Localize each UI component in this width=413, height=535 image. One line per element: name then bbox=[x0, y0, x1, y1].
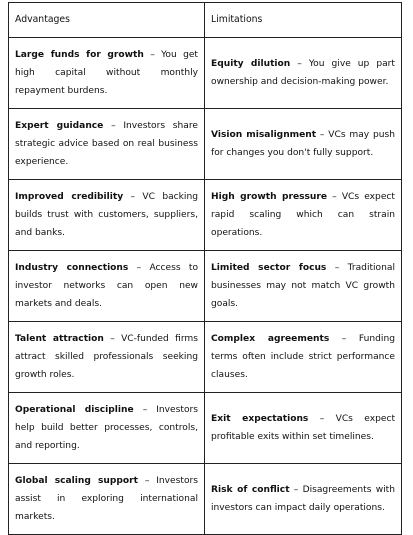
limitation-title: Complex agreements bbox=[211, 334, 330, 344]
header-row bbox=[9, 3, 402, 38]
advantage-text: – Investors help build better processes, controls, and reporting. bbox=[15, 405, 198, 451]
advantage-text: – Access to investor networks can open new markets and deals. bbox=[15, 263, 199, 309]
limitation-text: – VCs may push for changes you don't fully support. bbox=[211, 130, 395, 158]
limitation-title: High growth pressure bbox=[211, 192, 328, 202]
limitation-cell bbox=[205, 393, 402, 464]
comparison-table bbox=[8, 2, 402, 535]
limitation-text: – Funding terms often include strict performance clauses. bbox=[211, 334, 395, 380]
advantage-text: – Investors share strategic advice based on real business experience. bbox=[15, 121, 199, 167]
advantage-title: Expert guidance bbox=[15, 121, 104, 131]
limitation-text: – You give up part ownership and decision-making power. bbox=[211, 59, 395, 87]
table-row bbox=[9, 322, 402, 393]
advantage-cell bbox=[9, 109, 205, 180]
limitation-text: – Disagreements with investors can impact daily operations. bbox=[211, 485, 395, 513]
advantage-cell bbox=[9, 464, 205, 535]
header-advantages: Advantages bbox=[9, 3, 205, 38]
advantage-title: Large funds for growth bbox=[15, 50, 144, 60]
limitation-cell bbox=[205, 322, 402, 393]
header-limitations: Limitations bbox=[205, 3, 402, 38]
advantage-cell bbox=[9, 393, 205, 464]
limitation-text: – VCs expect rapid scaling which can strain operations. bbox=[211, 192, 395, 238]
table-body bbox=[9, 38, 402, 535]
limitation-cell bbox=[205, 464, 402, 535]
table-row bbox=[9, 464, 402, 535]
limitation-title: Risk of conflict bbox=[211, 485, 290, 495]
table-header bbox=[9, 3, 402, 38]
advantage-cell bbox=[9, 180, 205, 251]
limitation-cell bbox=[205, 109, 402, 180]
advantage-text: – You get high capital without monthly repayment burdens. bbox=[15, 50, 198, 96]
advantage-title: Global scaling support bbox=[15, 476, 138, 486]
table-row bbox=[9, 109, 402, 180]
limitation-cell bbox=[205, 38, 402, 109]
table-row bbox=[9, 251, 402, 322]
limitation-cell bbox=[205, 251, 402, 322]
advantage-text: – VC-funded firms attract skilled professionals seeking growth roles. bbox=[15, 334, 198, 380]
table-row bbox=[9, 38, 402, 109]
limitation-title: Equity dilution bbox=[211, 59, 291, 69]
advantage-title: Industry connections bbox=[15, 263, 129, 273]
table-row bbox=[9, 393, 402, 464]
limitation-text: – Traditional businesses may not match VC growth goals. bbox=[211, 263, 395, 309]
limitation-cell bbox=[205, 180, 402, 251]
table-row bbox=[9, 180, 402, 251]
advantage-cell bbox=[9, 251, 205, 322]
limitation-text: – VCs expect profitable exits within set timelines. bbox=[211, 414, 396, 442]
advantage-cell bbox=[9, 322, 205, 393]
advantage-text: – VC backing builds trust with customers, suppliers, and banks. bbox=[15, 192, 198, 238]
advantage-title: Operational discipline bbox=[15, 405, 134, 415]
limitation-title: Limited sector focus bbox=[211, 263, 327, 273]
limitation-title: Vision misalignment bbox=[211, 130, 317, 140]
limitation-title: Exit expectations bbox=[211, 414, 309, 424]
advantage-title: Talent attraction bbox=[15, 334, 104, 344]
advantage-title: Improved credibility bbox=[15, 192, 124, 202]
advantage-text: – Investors assist in exploring international markets. bbox=[15, 476, 198, 522]
advantage-cell bbox=[9, 38, 205, 109]
